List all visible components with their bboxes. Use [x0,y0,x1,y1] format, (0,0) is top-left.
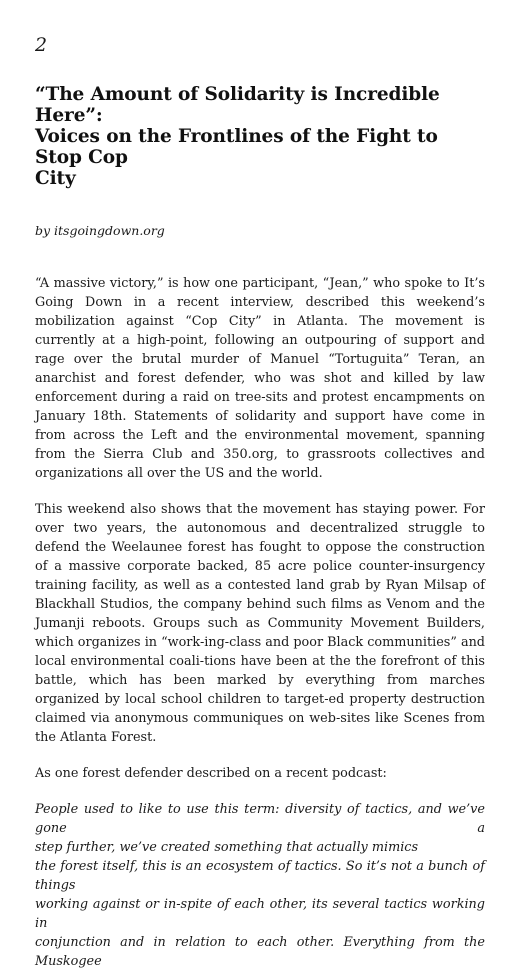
paragraph-3: As one forest defender described on a recent podcast: [35,766,387,781]
article-body [35,274,485,971]
quote-line-5: conjunction and in relation to each other. Everything from the Muskogee [35,935,485,969]
title-line-1: “The Amount of Solidarity is Incredible Here”: [35,84,440,126]
block-quote [35,800,485,971]
paragraph-2: This weekend also shows that the movement has staying power. For over two years, the autonomous and decentralized struggle to defend the Weelaunee forest has fought to oppose the construction of a massive corporate backed, 85 acre police counter-insurgency training facility, as well as a contested land grab by Ryan Milsap of Blackhall Studios, the company behind such films as Venom and the Jumanji reboots. Groups such as Community Movement Builders, which organizes in “work-ing-class and poor Black communities” and local environmental coali-tions have been at the the forefront of this battle, which has been marked by everything from marches organized by local school children to target-ed property destruction claimed via anonymous communiques on web-sites like Scenes from the Atlanta Forest. [35,502,486,745]
quote-line-1: People used to like to use this term: diversity of tactics, and we’ve gone a [35,802,485,836]
article-title [35,84,485,189]
byline: by itsgoingdown.org [35,223,165,238]
page-number: 2 [35,34,48,56]
document-page [35,34,485,971]
title-line-2: Voices on the Frontlines of the Fight to Stop Cop [35,126,438,168]
quote-line-3: the forest itself, this is an ecosystem of tactics. So it’s not a bunch of things [35,859,485,893]
quote-line-4: working against or in-spite of each other, its several tactics working in [35,897,485,931]
title-line-3: City [35,168,76,189]
quote-line-2: step further, we’ve created something that actually mimics [35,840,419,855]
paragraph-1: “A massive victory,” is how one participant, “Jean,” who spoke to It’s Going Down in a recent interview, described this weekend’s mobilization against “Cop City” in Atlanta. The movement is currently at a high-point, following an outpouring of support and rage over the brutal murder of Manuel “Tortuguita” Teran, an anarchist and forest defender, who was shot and killed by law enforcement during a raid on tree-sits and protest encampments on January 18th. Statements of solidarity and support have come in from across the Left and the environmental movement, spanning from the Sierra Club and 350.org, to grassroots collectives and organizations all over the US and the world. [35,276,485,481]
